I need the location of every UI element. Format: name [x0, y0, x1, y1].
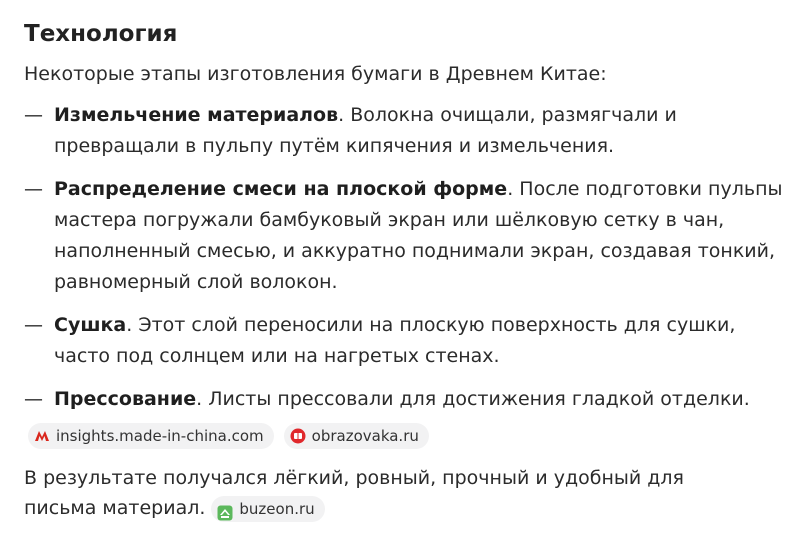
dash-bullet: —	[24, 104, 43, 126]
list-item	[24, 310, 784, 372]
result-text: В результате получался лёгкий, ровный, прочный и удобный для письма материал.	[24, 467, 684, 519]
step-text: . Волокна очищали, размягчали и превращали в пульпу путём кипячения и измельчения.	[54, 104, 677, 157]
list-item	[24, 100, 784, 162]
source-label: obrazovaka.ru	[311, 427, 419, 445]
source-label: buzeon.ru	[239, 499, 315, 518]
step-title: Распределение смеси на плоской форме	[54, 178, 508, 200]
step-text: . Листы прессовали для достижения гладкой отделки.	[196, 388, 750, 410]
buzeon-logo-icon	[217, 501, 233, 517]
list-item	[24, 174, 784, 298]
step-text: . После подготовки пульпы мастера погружали бамбуковый экран или шёлковую сетку в чан, наполненный смесью, и аккуратно поднимали экран, создавая тонкий, равномерный слой волокон.	[54, 178, 783, 293]
source-label: insights.made-in-china.com	[56, 427, 264, 445]
step-text: . Этот слой переносили на плоскую поверхность для сушки, часто под солнцем или на нагретых стенах.	[54, 314, 736, 367]
step-title: Сушка	[54, 314, 127, 336]
source-chip-obrazovaka[interactable]	[284, 423, 429, 449]
sources-row	[28, 423, 786, 449]
list-item	[24, 384, 784, 415]
dash-bullet: —	[24, 314, 43, 336]
result-paragraph	[24, 463, 744, 523]
step-title: Прессование	[54, 388, 197, 410]
dash-bullet: —	[24, 388, 43, 410]
source-chip-buzeon[interactable]	[211, 496, 324, 522]
obrazovaka-logo-icon	[290, 428, 306, 444]
step-title: Измельчение материалов	[54, 104, 339, 126]
made-in-china-logo-icon	[34, 428, 50, 444]
section-title: Технология	[24, 21, 178, 47]
source-chip-made-in-china[interactable]	[28, 423, 274, 449]
steps-list	[24, 100, 786, 415]
dash-bullet: —	[24, 178, 43, 200]
intro-text: Некоторые этапы изготовления бумаги в Древнем Китае:	[24, 63, 607, 85]
